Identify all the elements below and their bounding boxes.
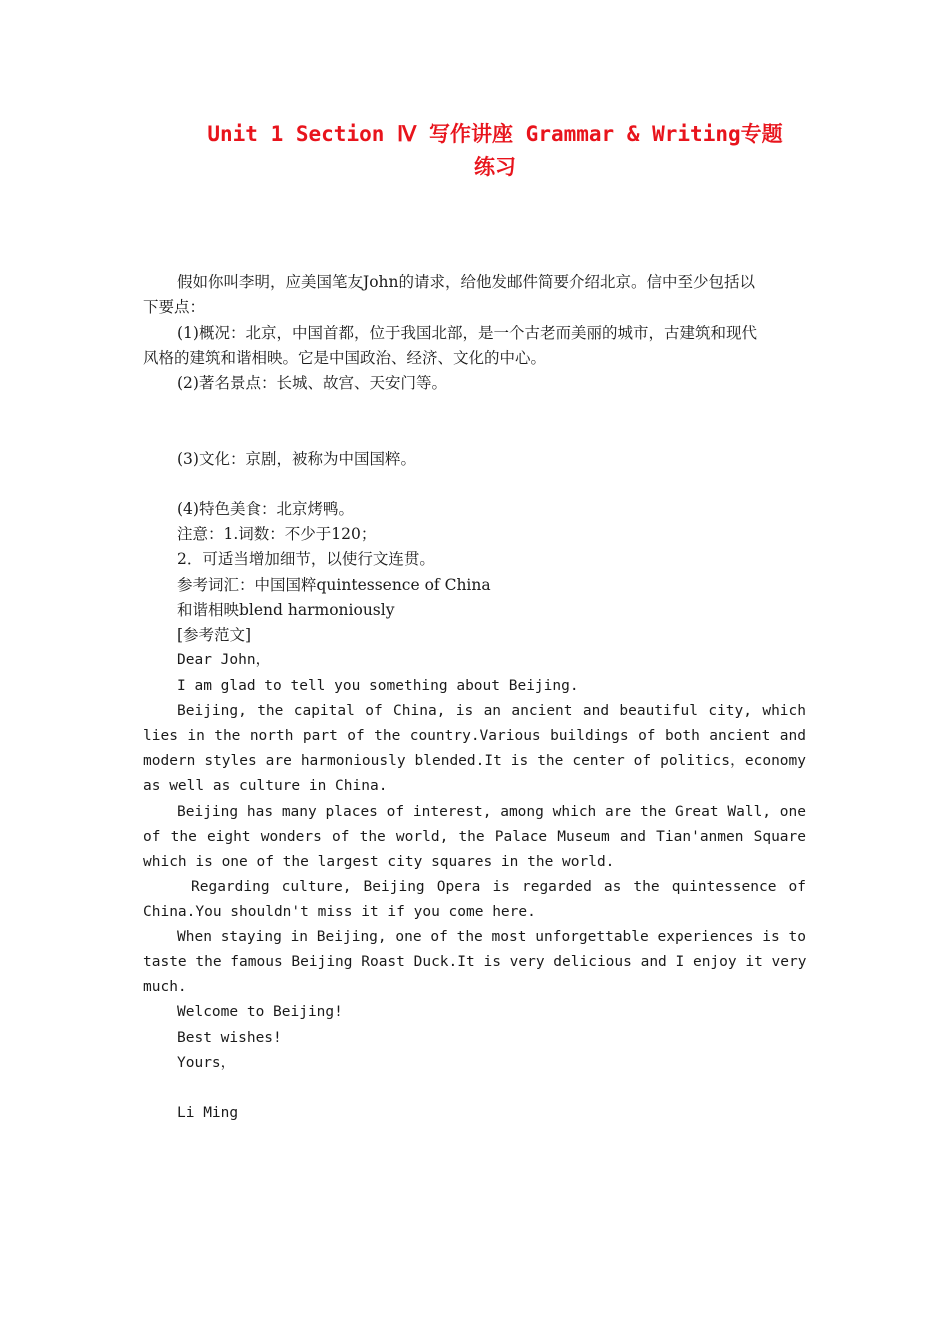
point-4: (4)特色美食：北京烤鸭。: [177, 500, 354, 518]
letter-line: of the eight wonders of the world, the Palace Museum and Tian'anmen Square: [143, 829, 806, 845]
letter-salutation: Dear John，: [177, 652, 271, 668]
prompt-intro: 假如你叫李明，应美国笔友John的请求，给他发邮件简要介绍北京。信中至少包括以: [177, 273, 756, 291]
letter-line: much.: [143, 979, 187, 995]
vocab-2: 和谐相映blend harmoniously: [177, 601, 395, 619]
letter-closing: Best wishes!: [177, 1030, 282, 1046]
letter-line: Welcome to Beijing!: [177, 1004, 343, 1020]
letter-line: China.You shouldn't miss it if you come here.: [143, 904, 536, 920]
letter-line: lies in the north part of the country.Various buildings of both ancient and: [143, 728, 806, 744]
letter-line: taste the famous Beijing Roast Duck.It is very delicious and I enjoy it very: [143, 954, 807, 970]
letter-line: which is one of the largest city squares in the world.: [143, 854, 615, 870]
letter-line: Regarding culture, Beijing Opera is regarded as the quintessence of: [191, 879, 806, 895]
letter-line: Beijing, the capital of China, is an ancient and beautiful city, which: [177, 703, 806, 719]
letter-line: When staying in Beijing, one of the most unforgettable experiences is to: [177, 929, 806, 945]
letter-line: as well as culture in China.: [143, 778, 388, 794]
page-title-line2: 练习: [474, 155, 516, 179]
letter-line: modern styles are harmoniously blended.It is the center of politics，economy: [143, 753, 806, 769]
point-2: (2)著名景点：长城、故宫、天安门等。: [177, 374, 447, 392]
letter-closing-yours: Yours，: [177, 1055, 236, 1071]
vocab-1: 参考词汇：中国国粹quintessence of China: [177, 576, 491, 594]
point-3: (3)文化：京剧，被称为中国国粹。: [177, 450, 416, 468]
note-details: 2．可适当增加细节，以使行文连贯。: [177, 550, 435, 568]
page-title: Unit 1 Section Ⅳ 写作讲座 Grammar & Writing专题: [207, 122, 783, 146]
point-1: (1)概况：北京，中国首都，位于我国北部，是一个古老而美丽的城市，古建筑和现代: [177, 324, 757, 342]
point-1-cont: 风格的建筑和谐相映。它是中国政治、经济、文化的中心。: [143, 349, 547, 367]
letter-line: I am glad to tell you something about Beijing.: [177, 678, 579, 694]
letter-signature: Li Ming: [177, 1105, 239, 1121]
prompt-intro-cont: 下要点：: [143, 298, 206, 316]
note-word-count: 注意：1.词数：不少于120；: [177, 525, 377, 543]
letter-line: Beijing has many places of interest, among which are the Great Wall, one: [177, 804, 806, 820]
sample-label: [参考范文]: [177, 626, 252, 644]
